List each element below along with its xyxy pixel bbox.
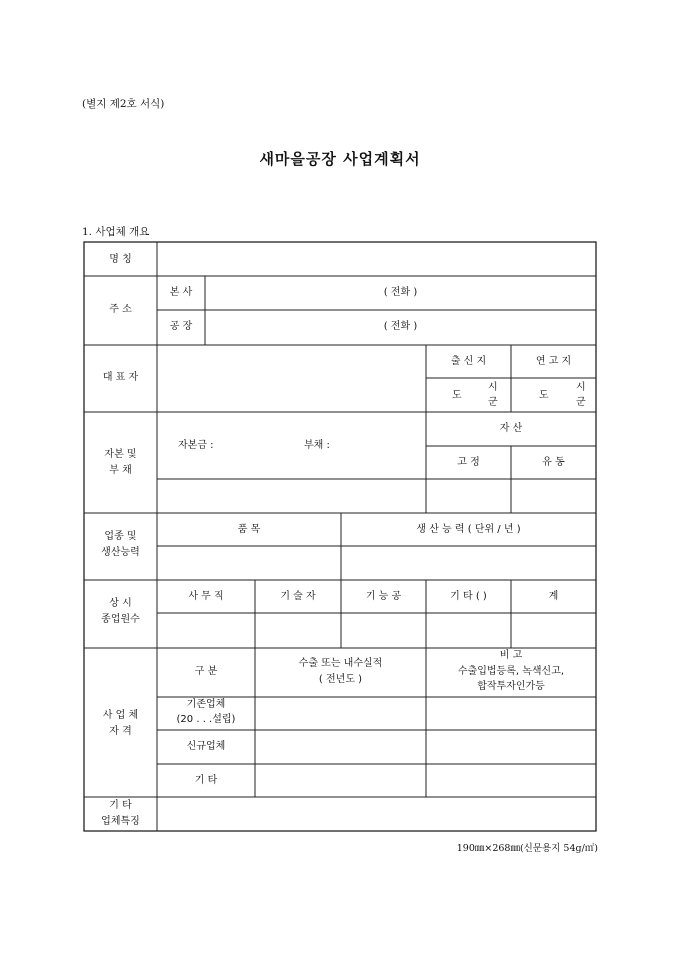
head-office-phone: ( 전화 ) bbox=[383, 287, 418, 298]
new-company-label: 신규업체 bbox=[186, 741, 226, 752]
birthplace-label: 출 신 지 bbox=[450, 356, 487, 367]
remark-label-line3: 합작투자인가등 bbox=[477, 681, 545, 692]
remark-label-line2: 수출입법등록, 녹색신고, bbox=[457, 666, 565, 677]
head-office-label: 본 사 bbox=[169, 287, 193, 298]
category-label: 구 분 bbox=[194, 666, 218, 677]
document-title: 새마을공장 사업계획서 bbox=[259, 150, 421, 168]
capital-label-line2: 부 채 bbox=[109, 465, 132, 476]
assets-label: 자 산 bbox=[499, 423, 523, 434]
capital-amount-label: 자본금 : bbox=[178, 440, 214, 451]
address-label: 주 소 bbox=[109, 304, 132, 315]
employees-label-line2: 종업원수 bbox=[101, 614, 140, 625]
employees-label-line1: 상 시 bbox=[109, 598, 132, 609]
record-label-line2: ( 전년도 ) bbox=[318, 674, 363, 685]
form-number-note: (별지 제2호 서식) bbox=[82, 98, 165, 110]
other-staff-label: 기 타 ( ) bbox=[450, 591, 487, 602]
other-features-line2: 업체특징 bbox=[101, 816, 140, 827]
business-label-line1: 업종 및 bbox=[104, 531, 137, 542]
representative-label: 대 표 자 bbox=[102, 372, 139, 383]
section-title: 1. 사업체 개요 bbox=[82, 226, 150, 238]
capital-label-line1: 자본 및 bbox=[104, 449, 137, 460]
related-place-si: 시 bbox=[576, 382, 586, 393]
skilled-worker-label: 기 능 공 bbox=[365, 591, 402, 602]
birthplace-do: 도 bbox=[452, 390, 462, 401]
other-features-line1: 기 타 bbox=[109, 800, 132, 811]
business-label-line2: 생산능력 bbox=[101, 547, 140, 558]
capacity-label: 생 산 능 력 ( 단위 / 년 ) bbox=[416, 524, 521, 535]
qualification-label-line2: 자 격 bbox=[109, 726, 132, 737]
record-label-line1: 수출 또는 내수실적 bbox=[298, 658, 383, 669]
factory-label: 공 장 bbox=[169, 321, 193, 332]
current-assets-label: 유 동 bbox=[542, 457, 565, 468]
related-place-gun: 군 bbox=[576, 397, 586, 408]
name-label: 명 칭 bbox=[109, 254, 132, 265]
birthplace-gun: 군 bbox=[488, 397, 498, 408]
related-place-label: 연 고 지 bbox=[535, 356, 572, 367]
item-label: 품 목 bbox=[237, 524, 261, 535]
remark-label-line1: 비 고 bbox=[499, 650, 523, 661]
other-company-label: 기 타 bbox=[194, 775, 218, 786]
paper-spec: 190㎜×268㎜(신문용지 54g/㎡) bbox=[456, 843, 598, 854]
fixed-assets-label: 고 정 bbox=[457, 457, 480, 468]
existing-company-line1: 기존업체 bbox=[186, 699, 226, 710]
technician-label: 기 술 자 bbox=[280, 591, 316, 602]
office-staff-label: 사 무 직 bbox=[188, 591, 224, 602]
birthplace-si: 시 bbox=[488, 382, 498, 393]
existing-company-line2: (20 . . .설립) bbox=[176, 714, 236, 725]
related-place-do: 도 bbox=[539, 390, 549, 401]
qualification-label-line1: 사 업 체 bbox=[102, 710, 139, 721]
factory-phone: ( 전화 ) bbox=[383, 321, 418, 332]
debt-amount-label: 부채 : bbox=[304, 440, 330, 451]
total-staff-label: 계 bbox=[548, 591, 559, 602]
